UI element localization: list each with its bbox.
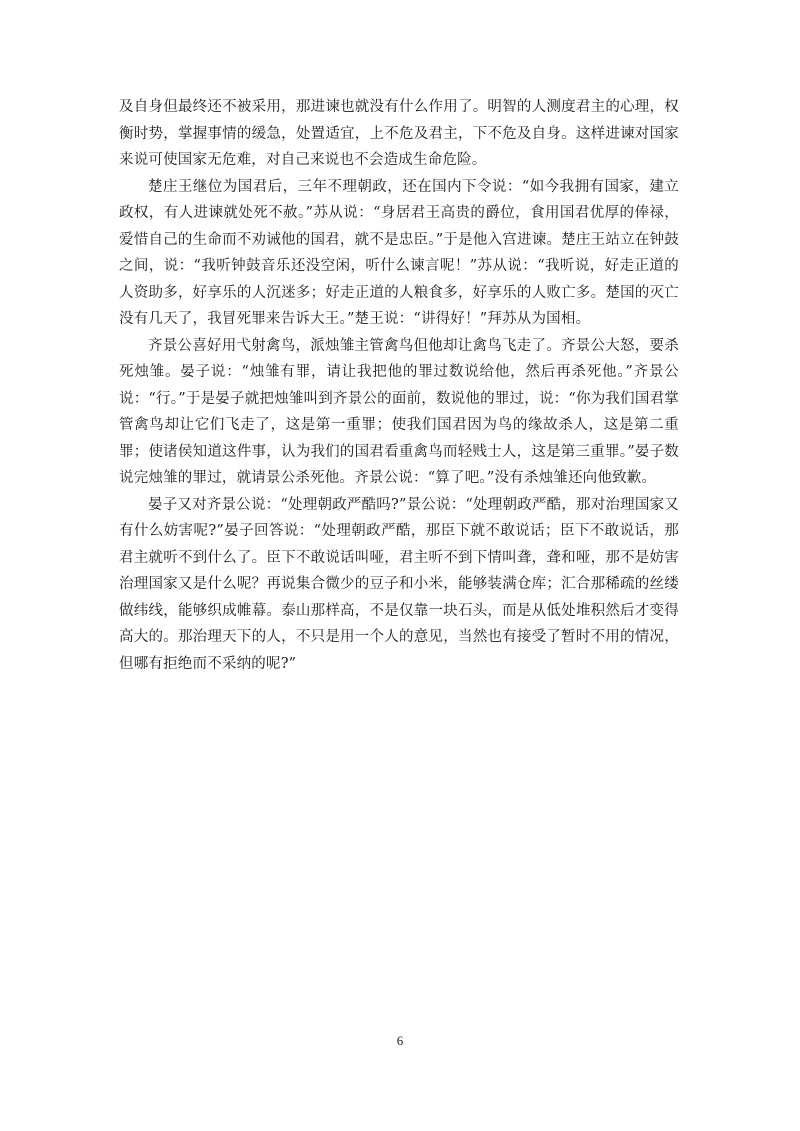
paragraph: 及自身但最终还不被采用，那进谏也就没有什么作用了。明智的人测度君主的心理，权衡时势，掌握事情的缓急，处置适宜，上不危及君主，下不危及自身。这样进谏对国家来说可使国家无危难，对自己来说也不会造成生命危险。 [119, 99, 679, 168]
page-number: 6 [396, 1033, 404, 1048]
paragraph: 晏子又对齐景公说：“处理朝政严酷吗?”景公说：“处理朝政严酷，那对治理国家又有什么妨害呢?”晏子回答说：“处理朝政严酷，那臣下就不敢说话；臣下不敢说话，那君主就听不到什么了。臣下不敢说话叫哑，君主听不到下情叫聋，聋和哑，那不是妨害治理国家又是什么呢？再说集合微少的豆子和小米，能够装满仓库；汇合那稀疏的丝缕做纬线，能够织成帷幕。泰山那样高，不是仅靠一块石头，而是从低处堆积然后才变得高大的。那治理天下的人，不只是用一个人的意见，当然也有接受了暂时不用的情况，但哪有拒绝而不采纳的呢?” [119, 496, 679, 672]
document-body [119, 94, 679, 677]
paragraph: 楚庄王继位为国君后，三年不理朝政，还在国内下令说：“如今我拥有国家，建立政权，有人进谏就处死不赦。”苏从说：“身居君王高贵的爵位，食用国君优厚的俸禄，爱惜自己的生命而不劝诫他的国君，就不是忠臣。”于是他入宫进谏。楚庄王站立在钟鼓之间，说：“我听钟鼓音乐还没空闲，听什么谏言呢！”苏从说：“我听说，好走正道的人资助多，好享乐的人沉迷多；好走正道的人粮食多，好享乐的人败亡多。楚国的灭亡没有几天了，我冒死罪来告诉大王。”楚王说：“讲得好！”拜苏从为国相。 [119, 178, 679, 327]
paragraph: 齐景公喜好用弋射禽鸟，派烛雏主管禽鸟但他却让禽鸟飞走了。齐景公大怒，要杀死烛雏。晏子说：“烛雏有罪，请让我把他的罪过数说给他，然后再杀死他。”齐景公说：“行。”于是晏子就把烛雏叫到齐景公的面前，数说他的罪过，说：“你为我们国君掌管禽鸟却让它们飞走了，这是第一重罪；使我们国君因为鸟的缘故杀人，这是第二重罪；使诸侯知道这件事，认为我们的国君看重禽鸟而轻贱士人，这是第三重罪。”晏子数说完烛雏的罪过，就请景公杀死他。齐景公说：“算了吧。”没有杀烛雏还向他致歉。 [119, 337, 679, 486]
